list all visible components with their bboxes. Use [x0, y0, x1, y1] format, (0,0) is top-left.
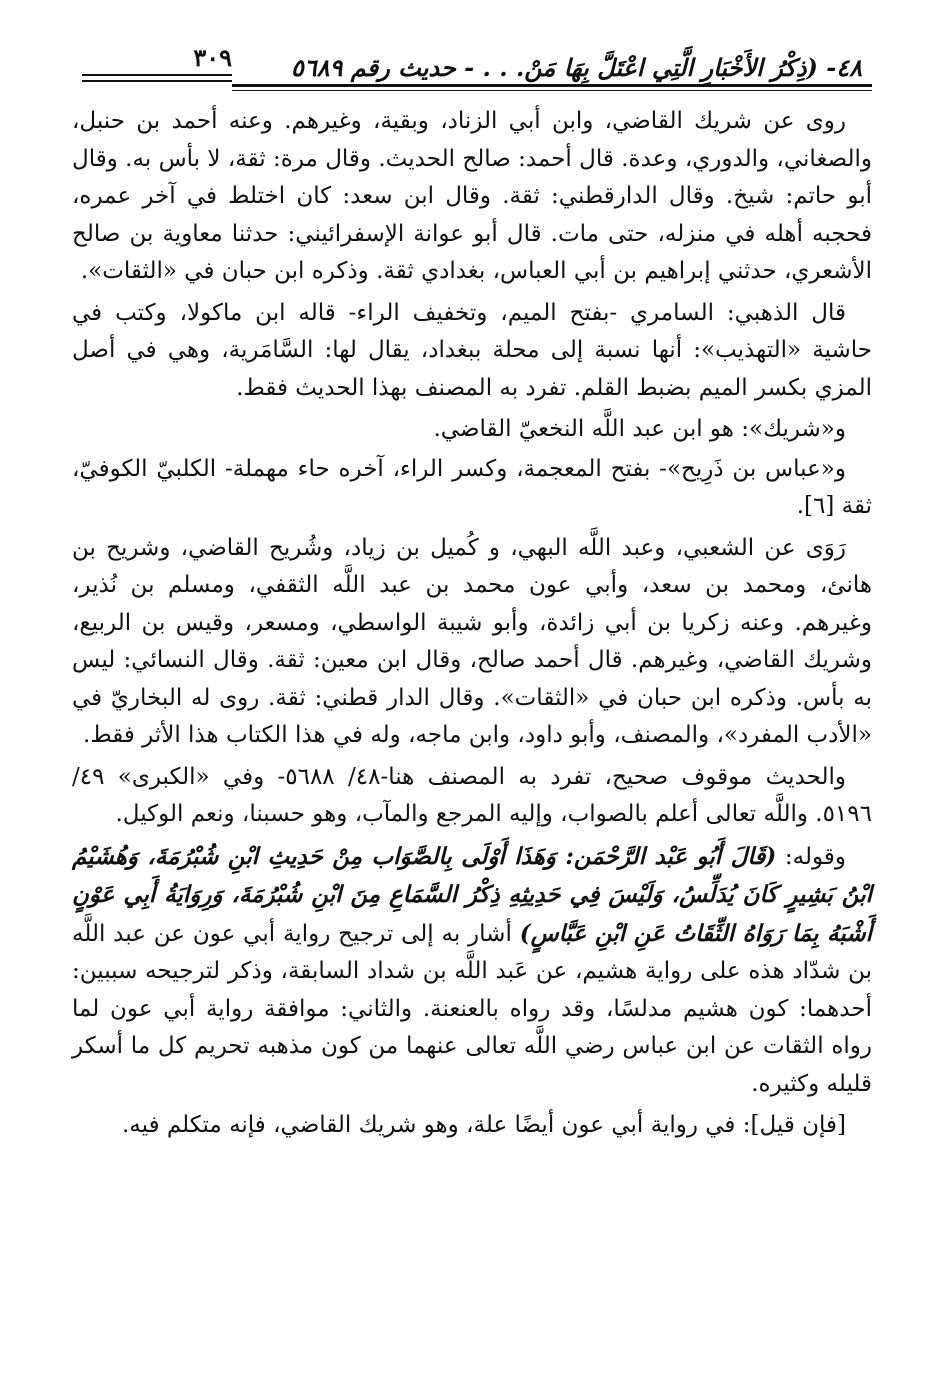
running-header	[72, 40, 872, 82]
paragraph-narrator-bio: روى عن شريك القاضي، وابن أبي الزناد، وبقية، وغيرهم. وعنه أحمد بن حنبل، والصغاني، والدوري، وعدة. قال أحمد: صالح الحديث. وقال مرة: ثقة، لا بأس به. وقال أبو حاتم: شيخ. وقال الدارقطني: ثقة. وقال ابن سعد: كان اختلط في آخر عمره، فحجبه أهله في منزله، حتى مات. قال أبو عوانة الإسفرائيني: حدثنا معاوية بن صالح الأشعري، حدثني إبراهيم بن أبي العباس، بغدادي ثقة. وذكره ابن حبان في «الثقات».	[72, 108, 872, 284]
book-page	[72, 40, 872, 1149]
chapter-heading: ٤٨- (ذِكْرُ الأَخْبَارِ الَّتِي اعْتَلَّ بِهَا مَنْ. . . - حديث رقم ٥٦٨٩	[290, 53, 862, 82]
paragraph-abbas: و«عباس بن ذَرِيح»- بفتح المعجمة، وكسر الراء، آخره حاء مهملة- الكلبيّ الكوفيّ، ثقة [٦].	[72, 455, 872, 519]
page-number-block	[72, 43, 232, 82]
header-rule	[232, 84, 872, 87]
paragraph-objection: [فإن قيل]: في رواية أبي عون أيضًا علة، وهو شريك القاضي، فإنه متكلم فيه.	[121, 1112, 846, 1138]
body-text	[72, 103, 872, 1145]
author-quote: (قَالَ أَبُو عَبْد الرَّحْمَن: وَهَذَا أَوْلَى بِالصَّوَاب مِنْ حَدِيثِ ابْنِ شُبْرُمَةَ، وَهُشَيْمُ ابْنُ بَشِيرٍ كَانَ يُدَلِّسُ، وَلَيْسَ فِي حَدِيثِهِ ذِكْرُ السَّمَاعِ مِنَ ابْنِ شُبْرُمَةَ، وَرِوَايَةُ أَبِي عَوْنٍ أَشْبَهُ بِمَا رَوَاهُ الثِّقَاتُ عَنِ ابْنِ عَبَّاسٍ)	[72, 842, 872, 947]
page-number-rules	[82, 74, 232, 82]
paragraph-hadith-status: والحديث موقوف صحيح، تفرد به المصنف هنا-٤٨/ ٥٦٨٨- وفي «الكبرى» ٤٩/ ٥١٩٦. واللَّه تعالى أعلم بالصواب، وإليه المرجع والمآب، وهو حسبنا، ونعم الوكيل.	[72, 763, 872, 827]
comment-explanation: أشار به إلى ترجيح رواية أبي عون عن عبد اللَّه بن شدّاد هذه على رواية هشيم، عن عَبد اللَّه بن شداد السابقة، وذكر لترجيحه سببين: أحدهما: كون هشيم مدلسًا، وقد رواه بالعنعنة. والثاني: موافقة رواية أبي عون لما رواه الثقات عن ابن عباس رضي اللَّه تعالى عنهما من كون مذهبه تحريم كل ما أسكر قليله وكثيره.	[72, 920, 872, 1097]
comment-lead: وقوله:	[784, 843, 846, 870]
paragraph-sharik: و«شريك»: هو ابن عبد اللَّه النخعيّ القاضي.	[433, 416, 846, 442]
paragraph-abbas-narrations: رَوَى عن الشعبي، وعبد اللَّه البهي، و كُميل بن زياد، وشُريح القاضي، وشريح بن هانئ، ومحمد بن سعد، وأبي عون محمد بن عبد اللَّه الثقفي، ومسلم بن نُذير، وغيرهم. وعنه زكريا بن أبي زائدة، وأبو شيبة الواسطي، ومسعر، وقيس بن الربيع، وشريك القاضي، وغيرهم. قال أحمد صالح، وقال ابن معين: ثقة. وقال النسائي: ليس به بأس. وذكره ابن حبان في «الثقات». وقال الدار قطني: ثقة. روى له البخاريّ في «الأدب المفرد»، والمصنف، وأبو داود، وابن ماجه، وله في هذا الكتاب هذا الأثر فقط.	[72, 534, 872, 748]
page-number: ٣٠٩	[193, 43, 232, 72]
header-rule-thin	[232, 90, 872, 91]
paragraph-author-comment	[72, 838, 872, 1104]
paragraph-dhahabi-note: قال الذهبي: السامري -بفتح الميم، وتخفيف الراء- قاله ابن ماكولا، وكتب في حاشية «التهذيب»: أنها نسبة إلى محلة ببغداد، يقال لها: السَّامَرية، وهي في أصل المزي بكسر الميم بضبط القلم. تفرد به المصنف بهذا الحديث فقط.	[72, 299, 872, 401]
